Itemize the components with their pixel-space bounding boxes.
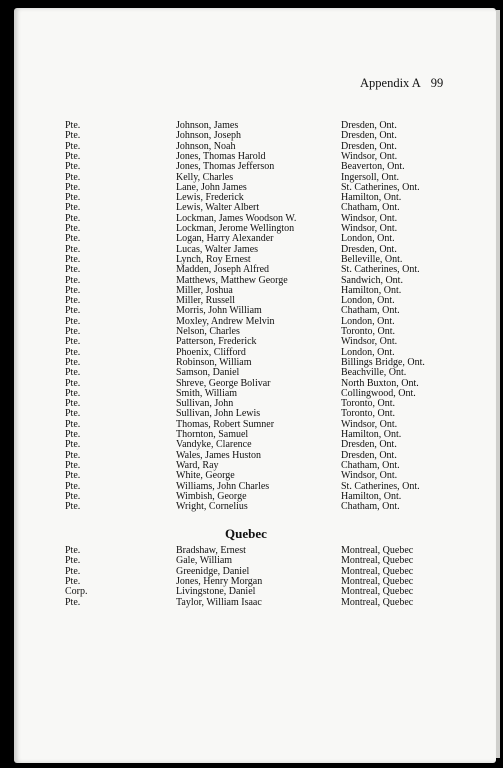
hometown: Montreal, Quebec <box>341 555 414 567</box>
rank: Pte. <box>65 223 81 234</box>
soldier-name: Shreve, George Bolivar <box>176 377 271 389</box>
rank: Pte. <box>65 398 81 410</box>
rank: Pte. <box>65 295 81 307</box>
rank: Pte. <box>65 387 81 399</box>
soldier-name: Thornton, Samuel <box>176 429 249 440</box>
hometown: Chatham, Ont. <box>341 501 400 513</box>
soldier-name: Logan, Harry Alexander <box>176 233 274 245</box>
soldier-name: Lynch, Roy Ernest <box>176 253 251 265</box>
hometown: Montreal, Quebec <box>341 575 414 587</box>
soldier-name: Greenidge, Daniel <box>176 565 250 577</box>
soldier-name: Morris, John William <box>176 305 262 317</box>
rank: Pte. <box>65 130 81 142</box>
hometown: Hamilton, Ont. <box>341 429 402 440</box>
hometown: Hamilton, Ont. <box>341 192 402 204</box>
page-edge <box>496 10 500 758</box>
rank: Pte. <box>65 545 81 556</box>
rank: Pte. <box>65 253 81 265</box>
rank: Pte. <box>65 408 81 420</box>
soldier-name: Ward, Ray <box>176 459 219 471</box>
hometown: Belleville, Ont. <box>341 253 403 265</box>
soldier-name: Wimbish, George <box>176 490 247 502</box>
hometown: London, Ont. <box>341 346 395 358</box>
rank: Pte. <box>65 336 81 348</box>
hometown: Windsor, Ont. <box>341 336 398 348</box>
hometown: Windsor, Ont. <box>341 470 398 482</box>
soldier-name: Wright, Cornelius <box>176 501 248 513</box>
hometown: London, Ont. <box>341 315 395 327</box>
rank: Pte. <box>65 555 81 567</box>
rank: Pte. <box>65 480 81 492</box>
hometown: Chatham, Ont. <box>341 305 400 317</box>
rank: Pte. <box>65 120 81 131</box>
rank: Pte. <box>65 418 81 430</box>
soldier-name: Moxley, Andrew Melvin <box>176 315 275 327</box>
hometown: Chatham, Ont. <box>341 459 400 471</box>
hometown: Sandwich, Ont. <box>341 274 403 286</box>
hometown: Windsor, Ont. <box>341 150 398 162</box>
hometown: Toronto, Ont. <box>341 408 396 420</box>
rank: Pte. <box>65 284 81 296</box>
hometown: Hamilton, Ont. <box>341 490 402 502</box>
hometown: St. Catherines, Ont. <box>341 264 420 276</box>
hometown: St. Catherines, Ont. <box>341 181 420 193</box>
hometown: Dresden, Ont. <box>341 140 397 152</box>
rank: Pte. <box>65 439 81 451</box>
hometown: Montreal, Quebec <box>341 596 414 608</box>
rank: Pte. <box>65 367 81 379</box>
soldier-name: Wales, James Huston <box>176 449 262 461</box>
soldier-name: Lockman, James Woodson W. <box>176 212 297 224</box>
hometown: Beachville, Ont. <box>341 367 407 379</box>
soldier-name: Nelson, Charles <box>176 326 240 337</box>
soldier-name: Johnson, Noah <box>176 140 236 152</box>
soldier-name: Lane, John James <box>176 181 247 193</box>
hometown: Montreal, Quebec <box>341 545 414 556</box>
rank: Pte. <box>65 575 81 587</box>
hometown: Montreal, Quebec <box>341 565 414 577</box>
hometown: St. Catherines, Ont. <box>341 480 420 492</box>
hometown: Hamilton, Ont. <box>341 284 402 296</box>
soldier-name: Thomas, Robert Sumner <box>176 418 275 430</box>
section-title-quebec: Quebec <box>225 526 267 541</box>
rank: Pte. <box>65 171 81 183</box>
soldier-name: Bradshaw, Ernest <box>176 545 246 556</box>
rank: Pte. <box>65 192 81 204</box>
soldier-name: Johnson, Joseph <box>176 130 242 142</box>
soldier-name: Vandyke, Clarence <box>176 439 252 451</box>
soldier-name: Lewis, Frederick <box>176 192 244 204</box>
hometown: Windsor, Ont. <box>341 418 398 430</box>
rank: Pte. <box>65 565 81 577</box>
rank: Pte. <box>65 212 81 224</box>
rank: Pte. <box>65 315 81 327</box>
hometown: Dresden, Ont. <box>341 439 397 451</box>
hometown: Chatham, Ont. <box>341 202 400 214</box>
soldier-name: Jones, Henry Morgan <box>176 575 263 587</box>
rank: Pte. <box>65 326 81 337</box>
hometown: Billings Bridge, Ont. <box>341 356 425 368</box>
hometown: Dresden, Ont. <box>341 449 397 461</box>
soldier-name: Lucas, Walter James <box>176 243 259 255</box>
rank: Pte. <box>65 161 81 173</box>
rank: Pte. <box>65 233 81 245</box>
hometown: North Buxton, Ont. <box>341 377 419 389</box>
hometown: Ingersoll, Ont. <box>341 171 400 183</box>
soldier-name: Patterson, Frederick <box>176 336 257 348</box>
hometown: Beaverton, Ont. <box>341 161 405 173</box>
soldier-name: Jones, Thomas Harold <box>176 150 266 162</box>
soldier-name: Johnson, James <box>176 120 239 131</box>
rank: Corp. <box>65 586 88 598</box>
rank: Pte. <box>65 356 81 368</box>
hometown: Dresden, Ont. <box>341 243 397 255</box>
soldier-name: Matthews, Matthew George <box>176 274 288 286</box>
hometown: Toronto, Ont. <box>341 398 396 410</box>
running-header <box>360 76 443 91</box>
rank: Pte. <box>65 596 81 608</box>
rank: Pte. <box>65 274 81 286</box>
header-title: Appendix A <box>360 76 421 90</box>
soldier-name: Lockman, Jerome Wellington <box>176 223 295 234</box>
soldier-name: Jones, Thomas Jefferson <box>176 161 275 173</box>
soldier-name: Robinson, William <box>176 356 252 368</box>
rank: Pte. <box>65 459 81 471</box>
hometown: Dresden, Ont. <box>341 130 397 142</box>
hometown: Windsor, Ont. <box>341 223 398 234</box>
soldier-name: Taylor, William Isaac <box>176 596 262 608</box>
hometown: Windsor, Ont. <box>341 212 398 224</box>
rank: Pte. <box>65 150 81 162</box>
hometown: Collingwood, Ont. <box>341 387 416 399</box>
soldier-name: Samson, Daniel <box>176 367 240 379</box>
hometown: Toronto, Ont. <box>341 326 396 337</box>
soldier-name: White, George <box>176 470 235 482</box>
rank: Pte. <box>65 305 81 317</box>
rank: Pte. <box>65 470 81 482</box>
rank: Pte. <box>65 429 81 440</box>
soldier-name: Smith, William <box>176 387 238 399</box>
soldier-name: Phoenix, Clifford <box>176 346 246 358</box>
hometown: Montreal, Quebec <box>341 586 414 598</box>
rank: Pte. <box>65 490 81 502</box>
rank: Pte. <box>65 181 81 193</box>
soldier-name: Sullivan, John <box>176 398 234 410</box>
hometown: London, Ont. <box>341 295 395 307</box>
soldier-name: Gale, William <box>176 555 233 567</box>
hometown: London, Ont. <box>341 233 395 245</box>
rank: Pte. <box>65 264 81 276</box>
hometown: Dresden, Ont. <box>341 120 397 131</box>
soldier-name: Williams, John Charles <box>176 480 270 492</box>
soldier-name: Sullivan, John Lewis <box>176 408 261 420</box>
rank: Pte. <box>65 346 81 358</box>
soldier-name: Lewis, Walter Albert <box>176 202 260 214</box>
rank: Pte. <box>65 140 81 152</box>
soldier-name: Miller, Joshua <box>176 284 233 296</box>
rank: Pte. <box>65 501 81 513</box>
soldier-name: Livingstone, Daniel <box>176 586 256 598</box>
rank: Pte. <box>65 377 81 389</box>
rank: Pte. <box>65 243 81 255</box>
rank: Pte. <box>65 202 81 214</box>
soldier-name: Miller, Russell <box>176 295 236 307</box>
soldier-name: Madden, Joseph Alfred <box>176 264 270 276</box>
soldier-name: Kelly, Charles <box>176 171 234 183</box>
page-number: 99 <box>430 76 444 90</box>
rank: Pte. <box>65 449 81 461</box>
